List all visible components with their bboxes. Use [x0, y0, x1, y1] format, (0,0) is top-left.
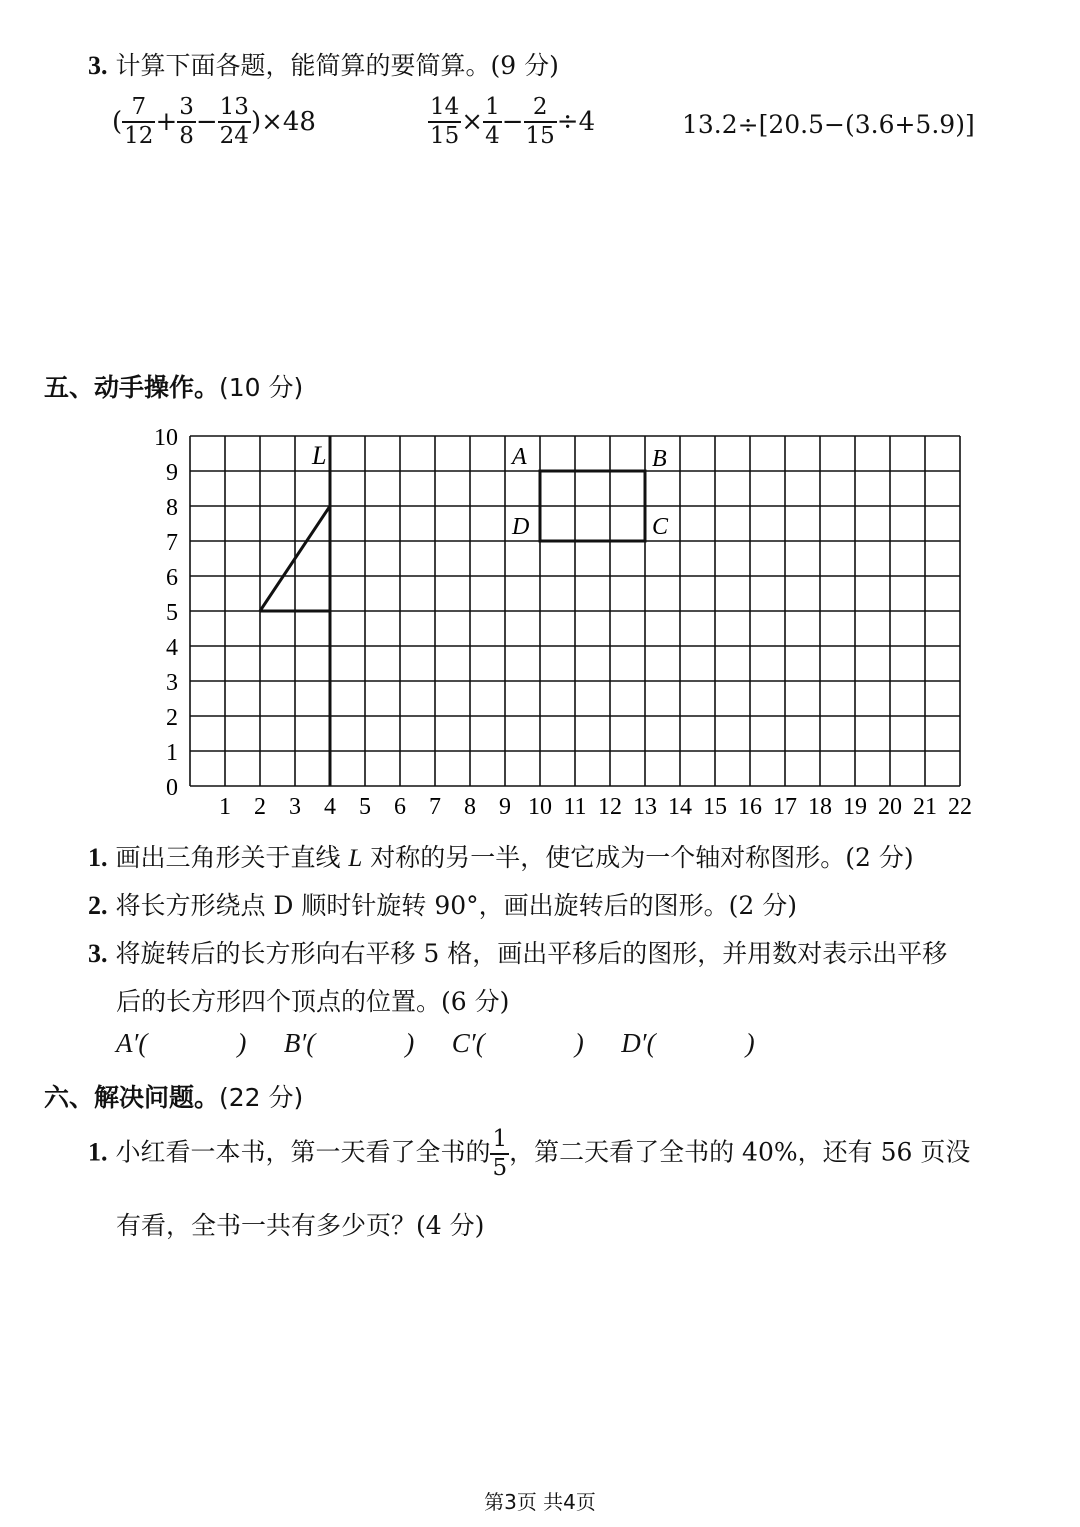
x-tick-label: 15 — [703, 794, 727, 820]
operator: × — [461, 107, 484, 137]
denominator: 24 — [219, 123, 249, 149]
question-number: 1. — [88, 843, 108, 872]
numerator: 13 — [218, 96, 251, 123]
question-text: 将长方形绕点 D 顺时针旋转 90°，画出旋转后的图形。(2 分) — [115, 891, 798, 920]
numerator: 3 — [177, 96, 196, 123]
denominator: 4 — [485, 123, 500, 149]
x-tick-label: 8 — [464, 794, 476, 820]
x-tick-label: 21 — [913, 794, 937, 820]
denominator: 15 — [525, 123, 555, 149]
operator: ÷4 — [556, 107, 596, 137]
x-tick-label: 11 — [563, 794, 587, 820]
numerator: 1 — [490, 1128, 509, 1155]
operator: + — [155, 107, 178, 137]
paren-close: ) — [745, 1028, 755, 1058]
question-number: 3. — [88, 939, 108, 968]
answer-c-label: C′( — [451, 1028, 485, 1058]
operation-q3 — [88, 934, 947, 970]
question-number: 2. — [88, 891, 108, 920]
x-tick-label: 17 — [773, 794, 797, 820]
question-text: 将旋转后的长方形向右平移 5 格，画出平移后的图形，并用数对表示出平移 — [115, 939, 948, 968]
expression-3: 13.2÷[20.5−(3.6+5.9)] — [682, 110, 975, 139]
y-tick-label: 2 — [166, 705, 178, 731]
answer-a-label: A′( — [116, 1028, 148, 1058]
y-tick-label: 8 — [166, 495, 178, 521]
y-axis-labels — [154, 425, 178, 801]
x-tick-label: 4 — [324, 794, 336, 820]
fraction — [524, 96, 557, 148]
question-number: 1. — [88, 1137, 108, 1167]
page-footer: 第3页 共4页 — [484, 1490, 596, 1514]
vertex-label-D: D — [512, 514, 530, 540]
y-tick-label: 9 — [166, 460, 178, 486]
answer-b-label: B′( — [283, 1028, 316, 1058]
operation-q1 — [88, 838, 914, 874]
y-tick-label: 7 — [166, 530, 178, 556]
fraction — [428, 96, 461, 148]
expression-1 — [112, 96, 316, 148]
section-score: (10 分) — [219, 373, 304, 402]
operation-q3-line2: 后的长方形四个顶点的位置。(6 分) — [116, 987, 510, 1016]
paren-close: ) — [405, 1028, 415, 1058]
paren-close: ) — [574, 1028, 584, 1058]
vertex-label-A: A — [512, 444, 527, 470]
section-heading — [44, 1078, 303, 1114]
question-score: (9 分) — [490, 51, 559, 80]
fraction — [483, 96, 502, 148]
operation-q2 — [88, 886, 797, 922]
vertex-label-B: B — [652, 446, 667, 472]
denominator: 8 — [179, 123, 194, 149]
y-tick-label: 3 — [166, 670, 178, 696]
problem-q1 — [88, 1128, 970, 1180]
operator: − — [501, 107, 524, 137]
question-text: 对称的另一半，使它成为一个轴对称图形。(2 分) — [362, 843, 914, 872]
question-text: 小红看一本书，第一天看了全书的 — [115, 1137, 491, 1167]
question-text: 计算下面各题，能简算的要简算。 — [115, 51, 491, 80]
x-tick-label: 5 — [359, 794, 371, 820]
fraction — [122, 96, 155, 148]
fraction — [490, 1128, 509, 1180]
paren-close: ) — [237, 1028, 247, 1058]
denominator: 12 — [124, 123, 154, 149]
numerator: 7 — [122, 96, 155, 123]
denominator: 15 — [430, 123, 460, 149]
y-tick-label: 4 — [166, 635, 178, 661]
x-tick-label: 3 — [289, 794, 301, 820]
x-tick-label: 1 — [219, 794, 231, 820]
x-tick-label: 13 — [633, 794, 657, 820]
section-heading — [44, 368, 303, 404]
expression-2 — [428, 96, 595, 148]
line-label-L: L — [312, 441, 327, 470]
x-tick-label: 22 — [948, 794, 972, 820]
numerator: 1 — [483, 96, 502, 123]
x-tick-label: 7 — [429, 794, 441, 820]
section-title: 五、动手操作。 — [44, 373, 220, 402]
question-text: 画出三角形关于直线 — [115, 843, 349, 872]
numerator: 14 — [428, 96, 461, 123]
question-text: ，第二天看了全书的 40%，还有 56 页没 — [509, 1137, 971, 1167]
fraction — [177, 96, 196, 148]
question-number: 3. — [88, 51, 108, 80]
paren-open: ( — [112, 107, 123, 137]
problem-q1-line2: 有看，全书一共有多少页？(4 分) — [116, 1211, 485, 1240]
y-tick-label: 0 — [166, 775, 178, 801]
numerator: 2 — [524, 96, 557, 123]
answer-d-label: D′( — [621, 1028, 656, 1058]
x-tick-label: 19 — [843, 794, 867, 820]
calc-question-header — [88, 46, 559, 82]
x-tick-label: 14 — [668, 794, 692, 820]
section-title: 六、解决问题。 — [44, 1083, 220, 1112]
paren-close-times: )×48 — [250, 107, 316, 137]
answer-blanks — [116, 1028, 755, 1059]
x-tick-label: 20 — [878, 794, 902, 820]
x-tick-label: 2 — [254, 794, 266, 820]
denominator: 5 — [492, 1155, 508, 1181]
y-tick-label: 5 — [166, 600, 178, 626]
coordinate-grid — [140, 420, 980, 820]
x-tick-label: 10 — [528, 794, 552, 820]
x-axis-labels — [219, 794, 972, 820]
line-name: L — [348, 845, 363, 872]
operator: − — [195, 107, 218, 137]
y-tick-label: 10 — [154, 425, 178, 451]
x-tick-label: 16 — [738, 794, 762, 820]
y-tick-label: 6 — [166, 565, 178, 591]
x-tick-label: 18 — [808, 794, 832, 820]
section-score: (22 分) — [219, 1083, 304, 1112]
y-tick-label: 1 — [166, 740, 178, 766]
x-tick-label: 9 — [499, 794, 511, 820]
x-tick-label: 12 — [598, 794, 622, 820]
x-tick-label: 6 — [394, 794, 406, 820]
fraction — [218, 96, 251, 148]
vertex-label-C: C — [652, 514, 669, 540]
